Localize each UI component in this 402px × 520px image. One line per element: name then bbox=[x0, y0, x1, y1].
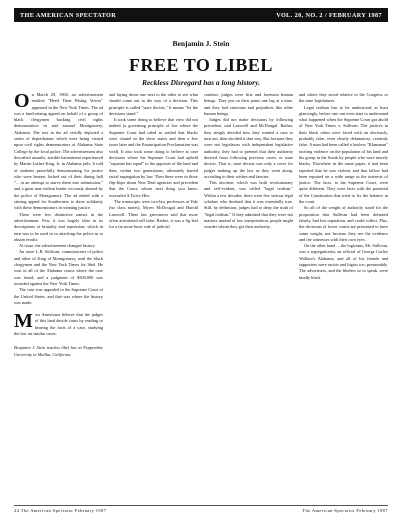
issue-info: VOL. 20, NO. 2 / FEBRUARY 1987 bbox=[276, 11, 382, 19]
paragraph: Legal realism has to be understood, at least glancingly, before one can even start to understand what happened when the Supreme Court got ahold of New York Times v. Sullivan. The justices in their black robes were faced with an obviously, probably false, even clearly defamatory, certainly false. A man had been called a lawless "Klansman" inciting violence on the population of his land and his group in the South by people who were merely blacks. Elsewhere in the same paper, it had been reported that he was violent, and that fellow had been reported on a wide range in the interests of justice. The facts, to the Supreme Court, were quite different. They were facts with the potential of the Constitution that tried to fix the balance in the court. bbox=[299, 104, 388, 205]
paragraph: At issue, the advertisement changed history. bbox=[19, 243, 96, 249]
paragraph: The case was appealed to the Supreme Court of the United States, and that was where the history was made. bbox=[14, 287, 103, 305]
page-footer bbox=[14, 505, 388, 513]
paragraph: There were few distinctive names in the advertisement. Few, it was largely false in its descriptions of brutality and repression, which in turn was to be used in so attacking the police as to obtain results. bbox=[14, 211, 103, 242]
paragraph: On March 29, 1960, an advertisement entitled "Heed Their Rising Voices" appeared in the New York Times. The ad was a fund-raising appeal on behalf of a group of black clergymen backing civil rights demonstrators in and around Montgomery, Alabama. The text in the ad vividly depicted a series of depredations which were being visited upon civil rights demonstrators at Alabama State College by the local police. The advertisement also described assaults, terrible harassment experienced by Martin Luther King, Jr. in Alabama jails. It told of students peacefully demonstrating for justice who were beaten, locked out of their dining hall "... in an attempt to starve them into submission," and a great non-violent leader viciously abused by the police of Montgomery. The ad ended with a stirring appeal for Southerners to show solidarity with these demonstrators in winning justice. bbox=[14, 92, 103, 211]
paragraph: The transcripts were two-law professors at Yale (no class mates), Myres McDougal and Harold Lasswell. These law grievances said that more often articulated sell false. Rather, it was a fig leaf for a far more basic rule of judicial bbox=[109, 199, 198, 230]
author-byline: Benjamin J. Stein bbox=[172, 39, 230, 48]
column-1 bbox=[14, 92, 103, 498]
paragraph: and laying down one next to the other to see what should come out in the way of a decision. This principle is called "stare decisis." It means "let the decisions stand." bbox=[109, 92, 198, 116]
paragraph: This doctrine, which was both revolutionary and self-evident, was called "legal realism." Within a few decades, there were few serious legal scholars who doubted that it was essentially true. Still, by definition, judges had to deny the truth of "legal realism." If they admitted that they were not masters instead of law interpretation, people might wonder whom they got their authority, bbox=[204, 180, 293, 230]
column-4 bbox=[299, 92, 388, 498]
column-3 bbox=[204, 92, 293, 498]
column-2 bbox=[109, 92, 198, 498]
article-title: FREE TO LIBEL bbox=[129, 55, 273, 75]
paragraph: Most Americans believe that the judges of this land decide cases by reading or hearing the facts of a case, studying the law on similar cases, bbox=[14, 310, 103, 336]
author-bio: Benjamin J. Stein teaches libel law at Pepperdine University in Malibu, California. bbox=[14, 345, 103, 357]
paragraph: So all of the weight of authority stood for the proposition that Sullivan had been defamed falsely, had lost reputation, and could collect. Plus, the decisions of lower courts are presumed to have some weight, not because they see the evidence and the witnesses with their own eyes. bbox=[299, 205, 388, 242]
article-body bbox=[14, 92, 390, 498]
paragraph: Judges did not make decisions by following precedent, said Lasswell and McDougal. Rather, they simply decided how they wanted a case to turn out, then decided it that way. But because they were not legislators with independent legislative authority, they had to pretend that their authority derived from following previous cases, or stare decisis. That is, stare decisis was only a cover for judges making up the law as they went along, according to their wishes and fancies. bbox=[204, 117, 293, 179]
paragraph: It took some doing to believe that view did not indeed (a governing principle of law where the Supreme Court had ruled as settled that blacks were chattel in the slave states and then a few years later and the Emancipation Proclamation was void). It also took some doing to believe at case decisions where the Supreme Court had upheld "separate but equal" to the opposite of the land and then, within two generations, ultimately barred racial segregation by law. Then there were in those flip-flops about New Deal agencies and precedent that the Court, whose next thing you knew, overruled A Twice Hits. bbox=[109, 117, 198, 198]
footer-right: The American Spectator February 1987 bbox=[302, 508, 388, 513]
article-subtitle: Reckless Disregard has a long history. bbox=[141, 78, 261, 87]
paragraph: conduct: judges were first and foremost human beings. They put on their pants one leg at a time, and they had emotions and prejudices like other human beings. bbox=[204, 92, 293, 116]
magazine-name: THE AMERICAN SPECTATOR bbox=[20, 11, 117, 19]
magazine-header-bar bbox=[14, 8, 388, 22]
footer-left: 24 The American Spectator February 1987 bbox=[14, 508, 107, 513]
drop-cap: M bbox=[14, 310, 33, 333]
paragraph: and where they stood relative to the Congress or the state legislatures. bbox=[299, 92, 388, 104]
paragraph: On the other hand ... the logicians, Mr. Sullivan, was a segregationist, an official of George Corley Wallace's Alabama, and all of his friends and supporters were racists and bigots too, presumably. The advertisers, and the libelers so to speak, were kindly black bbox=[299, 243, 388, 280]
paragraph: An issue L.B. Sullivan, commissioner of police and other of King of Montgomery, read the black clergymen and the New York Times for libel. He won in all of the Alabama courts where the case was heard, and a judgment of $500,000 was awarded against the New York Times. bbox=[14, 249, 103, 286]
drop-cap: O bbox=[14, 92, 30, 112]
